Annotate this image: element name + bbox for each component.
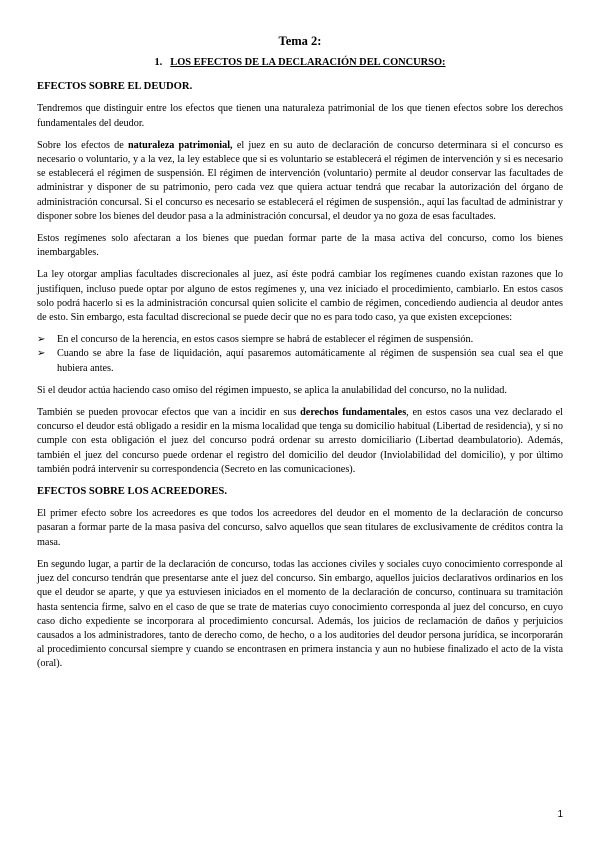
section-title-text: LOS EFECTOS DE LA DECLARACIÓN DEL CONCURSO: bbox=[170, 57, 446, 68]
list-item bbox=[37, 347, 563, 375]
heading-acreedores: EFECTOS SOBRE LOS ACREEDORES. bbox=[37, 486, 227, 498]
paragraph-6-bold: derechos fundamentales bbox=[300, 407, 407, 419]
page-title: Tema 2: bbox=[278, 34, 322, 48]
paragraph-1: Tendremos que distinguir entre los efectos que tienen una naturaleza patrimonial de los que tienen efectos sobre los derechos fundamentales del deudor. bbox=[37, 103, 563, 129]
paragraph-2-post: el juez en su auto de declaración de concurso determinara si el concurso es necesario o voluntario, y a la vez, la ley establece que si es voluntario se establecerá el régimen de intervención y si es necesario se establecerá el régimen de suspensión. El régimen de intervención (voluntario) permite al deudor conservar las facultades de administrar y disponer de su patrimonio, pero cada vez que quiera actuar tendrá que recabar la autorización del órgano de administración concursal. Si el concurso es necesario se establecerá el régimen de suspensión., aquí las facultad de administrar y disponer sobre los bienes del deudor pasa a la administración concursal, el deudor ya no goza de esas facultades. bbox=[37, 139, 564, 222]
heading-deudor: EFECTOS SOBRE EL DEUDOR. bbox=[37, 81, 193, 93]
paragraph-6-post: , en estos casos una vez declarado el concurso el deudor está obligado a residir en la misma localidad que tenga su domicilio habitual (Libertad de residencia), y si no cumple con esta obligación el juez del concurso podrá ordenar su arresto domiciliario (Libertad deambulatorio). Además, también el juez del concurso puede ordenar el registro del domicilio del deudor (Inviolabilidad del domicilio), y por último también podrá intervenir su correspondencia (Secreto en las comunicaciones). bbox=[37, 407, 563, 475]
list-item bbox=[37, 333, 563, 347]
paragraph-3: Estos regímenes solo afectaran a los bienes que puedan formar parte de la masa activa del concurso, como los bienes inembargables. bbox=[37, 233, 563, 259]
paragraph-2 bbox=[37, 139, 563, 224]
section-number: 1. bbox=[154, 57, 163, 68]
list-item-text: Cuando se abre la fase de liquidación, aquí pasaremos automáticamente al régimen de suspensión sea cual sea el que hubiera antes. bbox=[57, 348, 563, 374]
list-item-text: En el concurso de la herencia, en estos casos siempre se habrá de establecer el régimen de suspensión. bbox=[57, 334, 474, 346]
paragraph-2-bold: naturaleza patrimonial, bbox=[127, 139, 233, 151]
paragraph-2-pre: Sobre los efectos de bbox=[37, 139, 128, 151]
paragraph-6 bbox=[37, 406, 563, 477]
arrow-bullet-icon: ➢ bbox=[37, 348, 46, 360]
page-number: 1 bbox=[557, 809, 563, 820]
arrow-bullet-icon: ➢ bbox=[37, 334, 46, 346]
paragraph-4: La ley otorgar amplias facultades discrecionales al juez, así éste podrá cambiar los regímenes cuando existan razones que lo justifiquen, incluso puede optar por alguno de estos regímenes y, una vez iniciado el procedimiento, cambiarlo. En estos casos solo podrá hacerlo si es la administración concursal quien solicite el cambio de régimen, concediendo audiencia al deudor antes de esto. Sin embargo, esta facultad discrecional se puede decir que no es para todo caso, ya que existen excepciones: bbox=[37, 269, 563, 324]
paragraph-5: Si el deudor actúa haciendo caso omiso del régimen impuesto, se aplica la anulabilidad del concurso, no la nulidad. bbox=[37, 384, 507, 396]
paragraph-8: En segundo lugar, a partir de la declaración de concurso, todas las acciones civiles y sociales cuyo conocimiento corresponde al juez del concurso tendrán que presentarse ante el juez del concurso. Sin embargo, aquellos juicios declarativos ordinarios en los que el deudor se aparte, y que ya estuviesen iniciados en el momento de la declaración de concurso, continuara su tramitación hasta sentencia firme, salvo en el caso de que se trate de materias cuyo conocimiento corresponda al juez del concurso, en cuyo caso dicho expediente se incorporara al procedimiento concursal. Además, los juicios de reclamación de daños y perjuicios causados a los administradores, tanto de derecho como, de hecho, o a los auditories del deudor persona jurídica, se incorporarán al procedimiento concursal siempre y cuando se encontrasen en primera instancia y aun no hubiese finalizado el acto de la vista (oral). bbox=[37, 558, 563, 670]
paragraph-6-pre: También se pueden provocar efectos que van a incidir en sus bbox=[37, 407, 301, 419]
section-title bbox=[37, 56, 563, 70]
paragraph-7: El primer efecto sobre los acreedores es que todos los acreedores del deudor en el momento de la declaración de concurso pasaran a formar parte de la masa pasiva del concurso, salvo aquellos que sean titulares de exclusivamente de créditos contra la masa. bbox=[37, 508, 563, 548]
exceptions-list bbox=[37, 333, 563, 376]
